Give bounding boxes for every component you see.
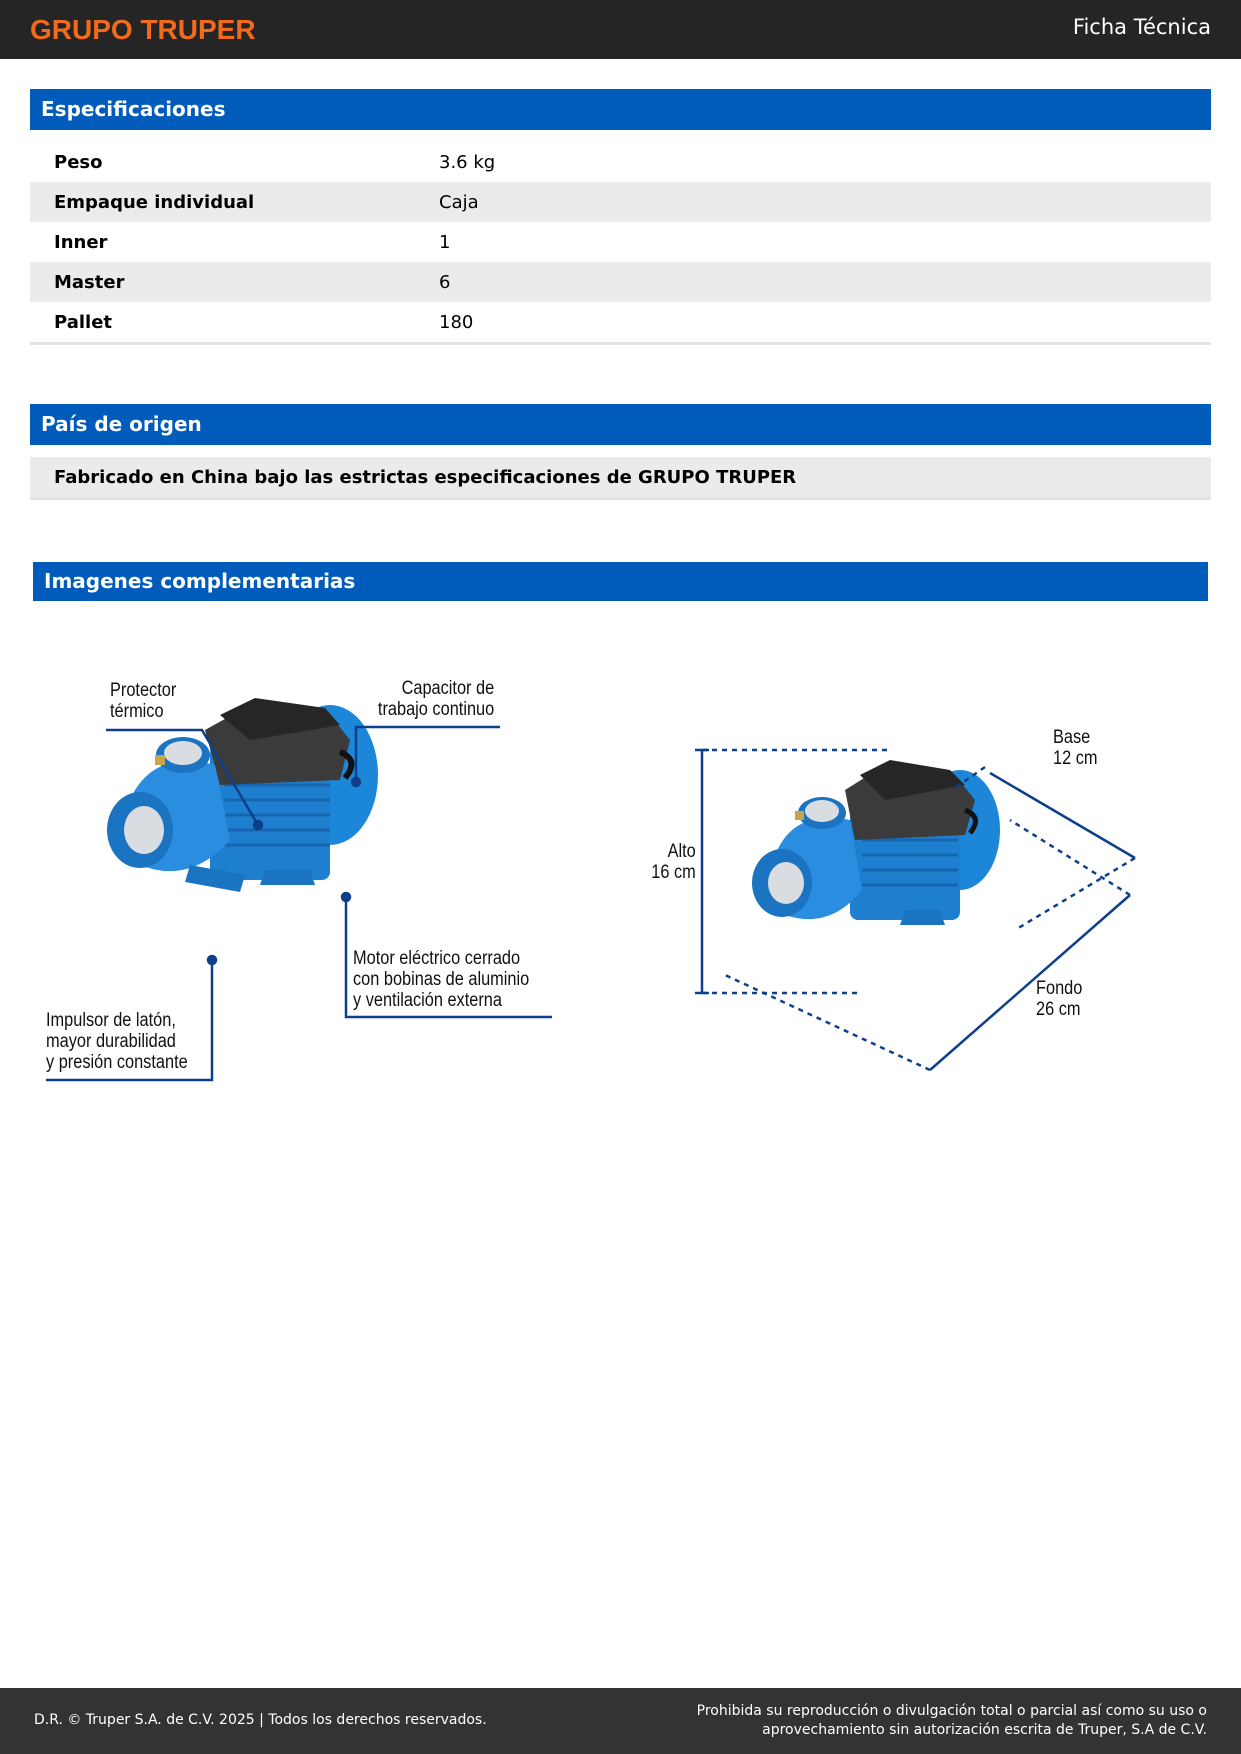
spec-value: 3.6 kg bbox=[439, 151, 496, 173]
document-type: Ficha Técnica bbox=[1072, 15, 1211, 39]
dimension-fondo: Fondo 26 cm bbox=[1036, 978, 1083, 1020]
spec-label: Peso bbox=[54, 151, 103, 173]
pump-image bbox=[107, 698, 378, 892]
spec-row bbox=[30, 142, 1211, 182]
spec-value: 1 bbox=[439, 231, 451, 253]
footer-legal-notice: Prohibida su reproducción o divulgación total o parcial así como su uso o aprovechamiento sin autorización escrita de Truper, S.A de C.V. bbox=[696, 1703, 1207, 1738]
footer-copyright: D.R. © Truper S.A. de C.V. 2025 | Todos los derechos reservados. bbox=[34, 1712, 487, 1728]
spec-row bbox=[30, 302, 1211, 342]
dimensions-figure bbox=[640, 715, 1160, 1095]
images-heading: Imagenes complementarias bbox=[33, 562, 1208, 601]
origin-heading: País de origen bbox=[30, 404, 1211, 445]
origin-text: Fabricado en China bajo las estrictas especificaciones de GRUPO TRUPER bbox=[30, 457, 1211, 500]
spec-value: 6 bbox=[439, 271, 451, 293]
pump-image-small bbox=[752, 760, 1000, 925]
spec-label: Pallet bbox=[54, 311, 113, 333]
pump-dimensions-illustration bbox=[640, 715, 1160, 1095]
spec-value: 180 bbox=[439, 311, 474, 333]
specs-table bbox=[30, 142, 1211, 345]
specs-heading: Especificaciones bbox=[30, 89, 1211, 130]
features-figure bbox=[40, 670, 560, 1090]
spec-label: Master bbox=[54, 271, 125, 293]
spec-label: Empaque individual bbox=[54, 191, 255, 213]
spec-label: Inner bbox=[54, 231, 108, 253]
callout-motor: Motor eléctrico cerrado con bobinas de aluminio y ventilación externa bbox=[353, 948, 530, 1011]
spec-row bbox=[30, 182, 1211, 222]
spec-row bbox=[30, 262, 1211, 302]
callout-capacitor: Capacitor de trabajo continuo bbox=[377, 678, 494, 720]
brand-logo: GRUPO TRUPER bbox=[30, 14, 256, 45]
callout-impulsor: Impulsor de latón, mayor durabilidad y presión constante bbox=[46, 1010, 188, 1073]
dimension-alto: Alto 16 cm bbox=[651, 841, 696, 883]
top-bar bbox=[0, 0, 1241, 59]
callout-protector: Protector térmico bbox=[110, 680, 177, 722]
dimension-base: Base 12 cm bbox=[1053, 727, 1098, 769]
footer bbox=[0, 1688, 1241, 1754]
spec-value: Caja bbox=[439, 191, 479, 213]
spec-row bbox=[30, 222, 1211, 262]
